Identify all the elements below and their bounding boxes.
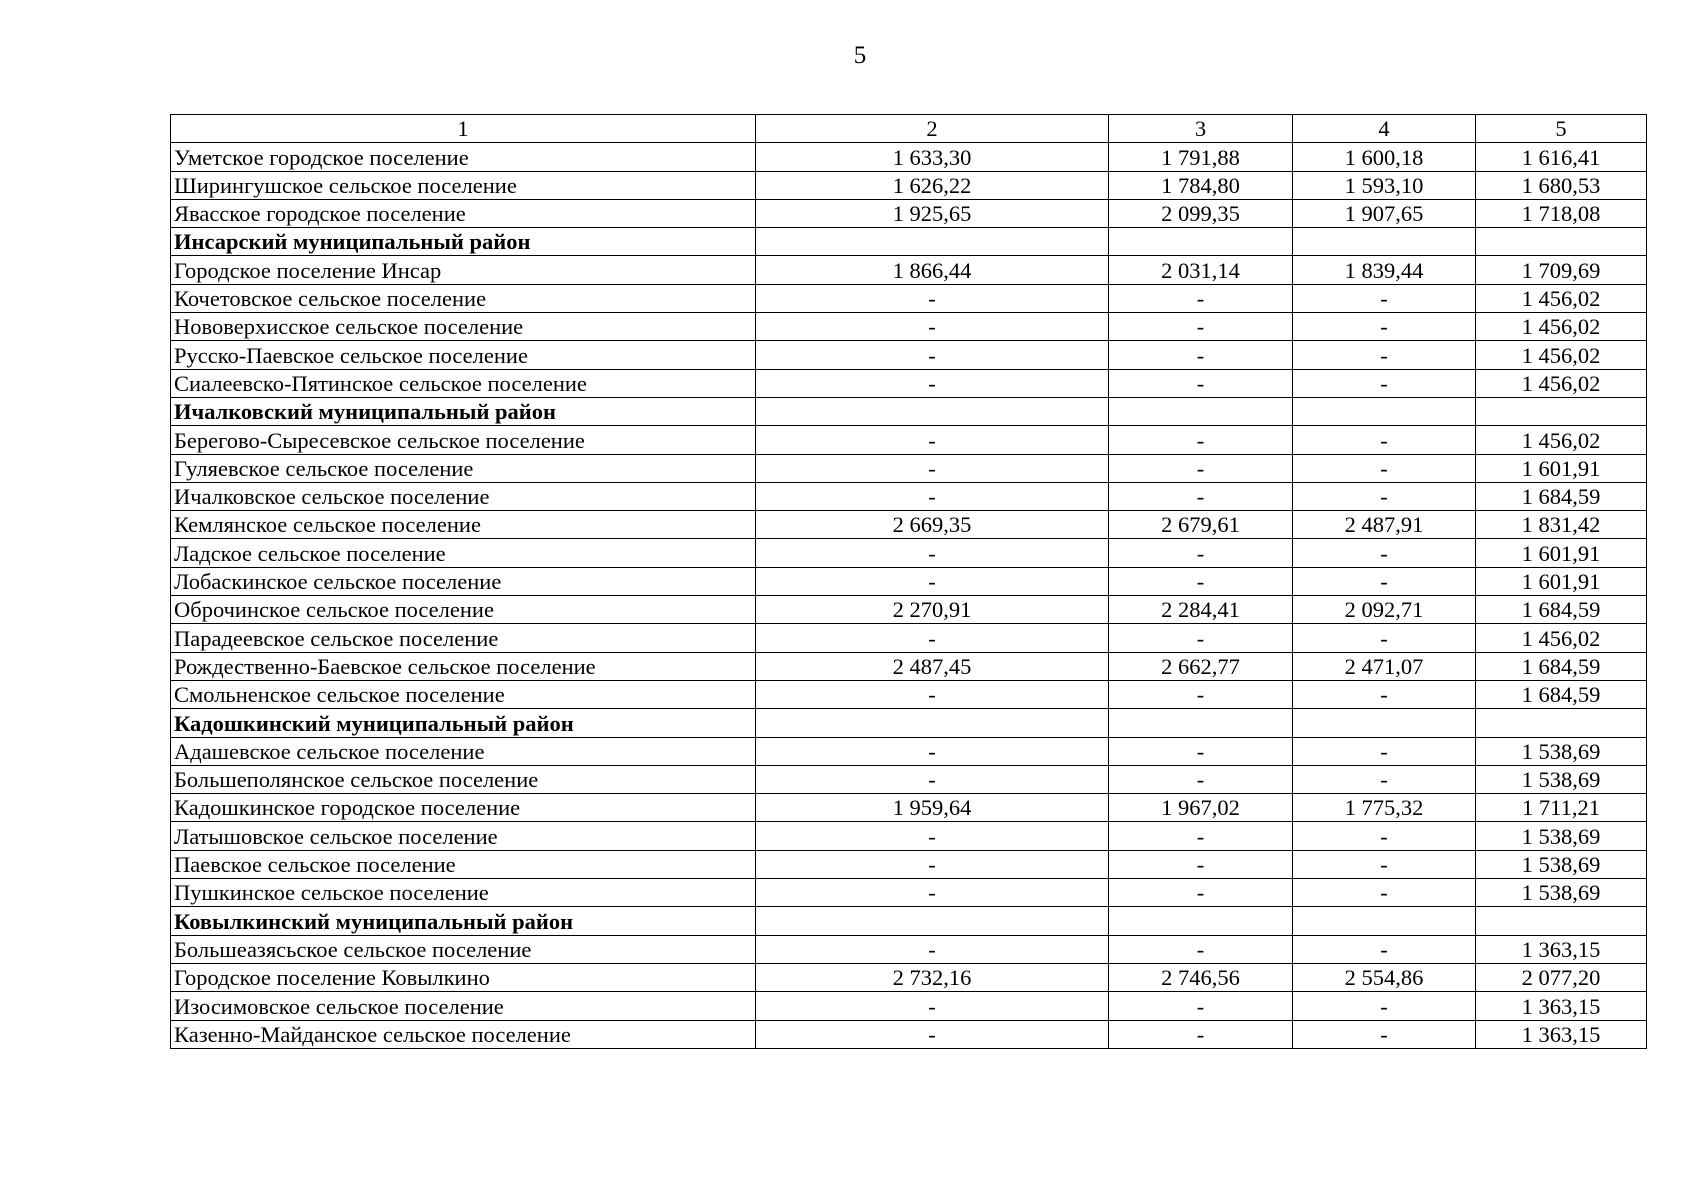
value-cell-col-2: - [756,879,1109,907]
value-cell-col-5: 1 456,02 [1476,313,1647,341]
settlement-name-cell: Пушкинское сельское поселение [171,879,756,907]
settlement-name-cell: Большеазясьское сельское поселение [171,935,756,963]
value-cell-col-3: - [1109,680,1293,708]
value-cell-col-2: 1 866,44 [756,256,1109,284]
table-row [171,143,1647,171]
value-cell-col-3: - [1109,369,1293,397]
value-cell-col-2: 2 669,35 [756,511,1109,539]
table-row [171,1020,1647,1048]
value-cell-col-2: - [756,992,1109,1020]
district-header-row [171,397,1647,425]
settlement-name-cell: Сиалеевско-Пятинское сельское поселение [171,369,756,397]
header-row [171,115,1647,143]
value-cell-col-2: - [756,567,1109,595]
value-cell-col-2: 1 925,65 [756,199,1109,227]
value-cell-col-4: 1 907,65 [1293,199,1476,227]
settlement-name-cell: Берегово-Сыресевское сельское поселение [171,426,756,454]
value-cell-col-5 [1476,709,1647,737]
settlement-name-cell: Кемлянское сельское поселение [171,511,756,539]
table-row [171,935,1647,963]
table-row [171,171,1647,199]
value-cell-col-3: 2 662,77 [1109,652,1293,680]
table-row [171,652,1647,680]
value-cell-col-3: - [1109,313,1293,341]
value-cell-col-3: - [1109,935,1293,963]
table-row [171,963,1647,991]
value-cell-col-3: 1 791,88 [1109,143,1293,171]
value-cell-col-5 [1476,907,1647,935]
value-cell-col-5: 2 077,20 [1476,963,1647,991]
table-body [171,143,1647,1049]
value-cell-col-5: 1 456,02 [1476,369,1647,397]
value-cell-col-4: - [1293,624,1476,652]
settlement-name-cell: Смольненское сельское поселение [171,680,756,708]
settlement-name-cell: Латышовское сельское поселение [171,822,756,850]
column-header-1: 1 [171,115,756,143]
value-cell-col-5: 1 601,91 [1476,567,1647,595]
value-cell-col-2: - [756,765,1109,793]
table-row [171,567,1647,595]
settlement-name-cell: Парадеевское сельское поселение [171,624,756,652]
value-cell-col-3: 2 284,41 [1109,596,1293,624]
value-cell-col-4: - [1293,341,1476,369]
settlement-name-cell: Нововерхисское сельское поселение [171,313,756,341]
value-cell-col-5: 1 601,91 [1476,539,1647,567]
settlement-name-cell: Кадошкинский муниципальный район [171,709,756,737]
settlement-name-cell: Изосимовское сельское поселение [171,992,756,1020]
value-cell-col-3: 2 099,35 [1109,199,1293,227]
value-cell-col-5 [1476,228,1647,256]
value-cell-col-2: - [756,850,1109,878]
table-row [171,539,1647,567]
settlement-name-cell: Рождественно-Баевское сельское поселение [171,652,756,680]
value-cell-col-2: - [756,1020,1109,1048]
table-row [171,369,1647,397]
value-cell-col-4: - [1293,426,1476,454]
value-cell-col-4: - [1293,482,1476,510]
value-cell-col-2: - [756,822,1109,850]
value-cell-col-5: 1 711,21 [1476,794,1647,822]
table-row [171,313,1647,341]
value-cell-col-4 [1293,228,1476,256]
value-cell-col-3: 2 031,14 [1109,256,1293,284]
value-cell-col-3: 2 679,61 [1109,511,1293,539]
value-cell-col-2: - [756,935,1109,963]
table-row [171,794,1647,822]
value-cell-col-4: 2 471,07 [1293,652,1476,680]
district-header-row [171,228,1647,256]
value-cell-col-3: - [1109,1020,1293,1048]
value-cell-col-4: - [1293,680,1476,708]
value-cell-col-4: - [1293,567,1476,595]
value-cell-col-2: - [756,426,1109,454]
table-row [171,765,1647,793]
value-cell-col-5: 1 601,91 [1476,454,1647,482]
settlement-name-cell: Явасское городское поселение [171,199,756,227]
value-cell-col-4: - [1293,765,1476,793]
table-row [171,426,1647,454]
value-cell-col-2 [756,397,1109,425]
value-cell-col-3 [1109,228,1293,256]
value-cell-col-3: - [1109,850,1293,878]
value-cell-col-4: - [1293,539,1476,567]
value-cell-col-2 [756,709,1109,737]
value-cell-col-5 [1476,397,1647,425]
value-cell-col-3: - [1109,822,1293,850]
settlement-name-cell: Ладское сельское поселение [171,539,756,567]
value-cell-col-3: - [1109,567,1293,595]
value-cell-col-3: - [1109,737,1293,765]
value-cell-col-5: 1 684,59 [1476,482,1647,510]
value-cell-col-2: - [756,341,1109,369]
settlement-name-cell: Русско-Паевское сельское поселение [171,341,756,369]
value-cell-col-2: - [756,313,1109,341]
value-cell-col-3: 2 746,56 [1109,963,1293,991]
value-cell-col-5: 1 456,02 [1476,284,1647,312]
value-cell-col-2: - [756,454,1109,482]
table-row [171,511,1647,539]
value-cell-col-3 [1109,397,1293,425]
value-cell-col-5: 1 456,02 [1476,426,1647,454]
value-cell-col-5: 1 363,15 [1476,1020,1647,1048]
district-header-row [171,907,1647,935]
settlement-name-cell: Паевское сельское поселение [171,850,756,878]
value-cell-col-3: - [1109,426,1293,454]
settlement-name-cell: Ичалковское сельское поселение [171,482,756,510]
value-cell-col-3: - [1109,284,1293,312]
column-header-4: 4 [1293,115,1476,143]
value-cell-col-5: 1 718,08 [1476,199,1647,227]
value-cell-col-5: 1 684,59 [1476,680,1647,708]
value-cell-col-3: - [1109,624,1293,652]
value-cell-col-5: 1 684,59 [1476,596,1647,624]
value-cell-col-3 [1109,907,1293,935]
tariff-table [170,114,1647,1049]
table-row [171,624,1647,652]
value-cell-col-2: 1 633,30 [756,143,1109,171]
value-cell-col-4 [1293,397,1476,425]
settlement-name-cell: Уметское городское поселение [171,143,756,171]
value-cell-col-2: - [756,539,1109,567]
value-cell-col-3: 1 967,02 [1109,794,1293,822]
value-cell-col-5: 1 831,42 [1476,511,1647,539]
settlement-name-cell: Ковылкинский муниципальный район [171,907,756,935]
settlement-name-cell: Лобаскинское сельское поселение [171,567,756,595]
value-cell-col-2: 2 732,16 [756,963,1109,991]
settlement-name-cell: Ичалковский муниципальный район [171,397,756,425]
value-cell-col-3: - [1109,992,1293,1020]
value-cell-col-4: 2 554,86 [1293,963,1476,991]
page-number: 5 [853,42,867,69]
settlement-name-cell: Большеполянское сельское поселение [171,765,756,793]
value-cell-col-4: 1 600,18 [1293,143,1476,171]
value-cell-col-4: 2 092,71 [1293,596,1476,624]
value-cell-col-4: - [1293,992,1476,1020]
column-header-2: 2 [756,115,1109,143]
table-row [171,596,1647,624]
value-cell-col-2: 1 959,64 [756,794,1109,822]
table-row [171,822,1647,850]
value-cell-col-4: - [1293,879,1476,907]
settlement-name-cell: Инсарский муниципальный район [171,228,756,256]
value-cell-col-4: - [1293,822,1476,850]
settlement-name-cell: Городское поселение Ковылкино [171,963,756,991]
value-cell-col-2: - [756,369,1109,397]
value-cell-col-2: - [756,737,1109,765]
value-cell-col-5: 1 538,69 [1476,737,1647,765]
value-cell-col-4: - [1293,369,1476,397]
value-cell-col-2: 2 270,91 [756,596,1109,624]
value-cell-col-2: 1 626,22 [756,171,1109,199]
value-cell-col-5: 1 680,53 [1476,171,1647,199]
value-cell-col-4: - [1293,313,1476,341]
settlement-name-cell: Кочетовское сельское поселение [171,284,756,312]
settlement-name-cell: Гуляевское сельское поселение [171,454,756,482]
table-row [171,879,1647,907]
value-cell-col-4: - [1293,284,1476,312]
table-row [171,737,1647,765]
settlement-name-cell: Городское поселение Инсар [171,256,756,284]
value-cell-col-4: - [1293,737,1476,765]
value-cell-col-4 [1293,709,1476,737]
value-cell-col-5: 1 538,69 [1476,822,1647,850]
value-cell-col-4: - [1293,1020,1476,1048]
value-cell-col-3: 1 784,80 [1109,171,1293,199]
settlement-name-cell: Кадошкинское городское поселение [171,794,756,822]
value-cell-col-3 [1109,709,1293,737]
value-cell-col-2: - [756,482,1109,510]
value-cell-col-3: - [1109,879,1293,907]
table-row [171,850,1647,878]
value-cell-col-5: 1 709,69 [1476,256,1647,284]
value-cell-col-4: - [1293,454,1476,482]
value-cell-col-5: 1 538,69 [1476,879,1647,907]
value-cell-col-3: - [1109,539,1293,567]
value-cell-col-2 [756,228,1109,256]
value-cell-col-4 [1293,907,1476,935]
value-cell-col-5: 1 538,69 [1476,765,1647,793]
value-cell-col-2: - [756,284,1109,312]
settlement-name-cell: Казенно-Майданское сельское поселение [171,1020,756,1048]
district-header-row [171,709,1647,737]
value-cell-col-2: - [756,680,1109,708]
value-cell-col-5: 1 538,69 [1476,850,1647,878]
table-row [171,341,1647,369]
value-cell-col-4: - [1293,850,1476,878]
column-header-3: 3 [1109,115,1293,143]
settlement-name-cell: Адашевское сельское поселение [171,737,756,765]
value-cell-col-4: 2 487,91 [1293,511,1476,539]
value-cell-col-4: 1 593,10 [1293,171,1476,199]
table-row [171,284,1647,312]
settlement-name-cell: Ширингушское сельское поселение [171,171,756,199]
table-row [171,199,1647,227]
table-row [171,992,1647,1020]
column-header-5: 5 [1476,115,1647,143]
value-cell-col-5: 1 456,02 [1476,624,1647,652]
value-cell-col-4: 1 839,44 [1293,256,1476,284]
value-cell-col-3: - [1109,482,1293,510]
table-row [171,680,1647,708]
value-cell-col-2: - [756,624,1109,652]
table-row [171,256,1647,284]
value-cell-col-2 [756,907,1109,935]
value-cell-col-5: 1 616,41 [1476,143,1647,171]
value-cell-col-4: - [1293,935,1476,963]
value-cell-col-3: - [1109,765,1293,793]
value-cell-col-5: 1 456,02 [1476,341,1647,369]
value-cell-col-3: - [1109,454,1293,482]
value-cell-col-5: 1 684,59 [1476,652,1647,680]
table-row [171,454,1647,482]
settlement-name-cell: Оброчинское сельское поселение [171,596,756,624]
value-cell-col-4: 1 775,32 [1293,794,1476,822]
value-cell-col-5: 1 363,15 [1476,935,1647,963]
value-cell-col-2: 2 487,45 [756,652,1109,680]
table-row [171,482,1647,510]
value-cell-col-5: 1 363,15 [1476,992,1647,1020]
value-cell-col-3: - [1109,341,1293,369]
